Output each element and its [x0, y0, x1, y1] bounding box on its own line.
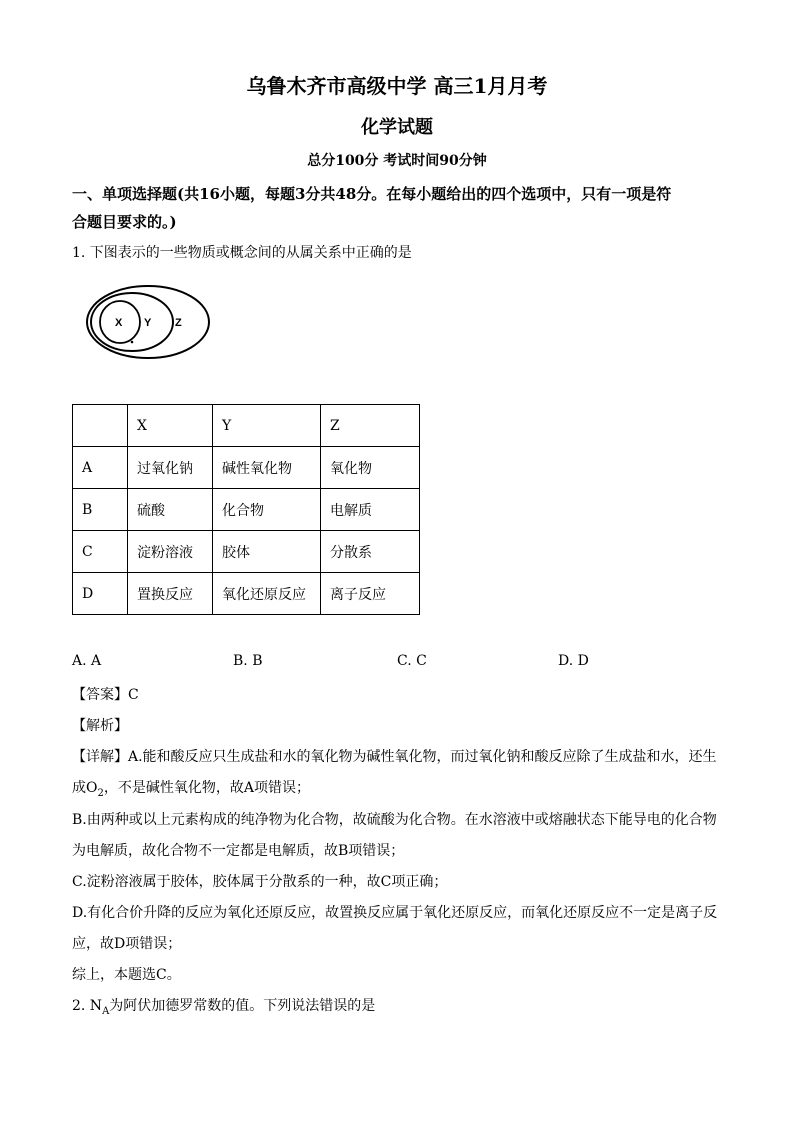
- subscript: A: [102, 1005, 110, 1017]
- section-heading-line2: 合题目要求的。): [72, 213, 177, 231]
- table-cell: 硫酸: [128, 489, 213, 531]
- detail-a-line2: [72, 773, 732, 809]
- detail-c: C.淀粉溶液属于胶体，胶体属于分散系的一种，故C项正确；: [72, 874, 448, 890]
- exam-info: 总分100分 考试时间90分钟: [307, 153, 487, 169]
- table-cell: 淀粉溶液: [128, 531, 213, 573]
- option-c: C. C: [397, 653, 427, 669]
- q2-stem-pre: 2. N: [72, 998, 103, 1014]
- label-z: Z: [175, 317, 182, 329]
- detail-a-text-post: ，不是碱性氧化物，故A项错误；: [103, 780, 310, 796]
- table-cell: C: [73, 531, 128, 573]
- options-table: [72, 404, 420, 615]
- table-cell: 分散系: [321, 531, 420, 573]
- detail-a-line1: 【详解】A.能和酸反应只生成盐和水的氧化物为碱性氧化物，而过氧化钠和酸反应除了生成盐和水，还生: [72, 749, 717, 765]
- table-cell: 化合物: [213, 489, 321, 531]
- table-cell: X: [128, 405, 213, 447]
- section-heading-line1: 一、单项选择题(共16小题，每题3分共48分。在每小题给出的四个选项中，只有一项是符: [72, 185, 672, 203]
- table-cell: A: [73, 447, 128, 489]
- table-row: [73, 531, 420, 573]
- exam-title: 乌鲁木齐市高级中学 高三1月月考: [246, 74, 548, 98]
- answer-label: 【答案】: [72, 687, 128, 703]
- answer-line: [72, 680, 732, 710]
- label-x: X: [115, 317, 123, 329]
- subscript: 2: [97, 787, 104, 799]
- summary: 综上，本题选C。: [72, 967, 181, 983]
- detail-a-text: 成O: [72, 780, 98, 796]
- table-cell: 氧化还原反应: [213, 573, 321, 615]
- table-cell: D: [73, 573, 128, 615]
- option-a: A. A: [72, 653, 102, 669]
- question-2-stem: [72, 991, 732, 1027]
- table-row: [73, 489, 420, 531]
- nested-sets-diagram: [84, 282, 212, 362]
- table-cell: 碱性氧化物: [213, 447, 321, 489]
- table-cell: 氧化物: [321, 447, 420, 489]
- exam-subject: 化学试题: [361, 117, 433, 138]
- table-cell: 电解质: [321, 489, 420, 531]
- table-cell: 置换反应: [128, 573, 213, 615]
- answer-value: C: [128, 687, 139, 703]
- detail-d-line1: D.有化合价升降的反应为氧化还原反应，故置换反应属于氧化还原反应，而氧化还原反应不一定是离子反: [72, 905, 718, 921]
- table-cell: [73, 405, 128, 447]
- table-cell: 胶体: [213, 531, 321, 573]
- table-row: [73, 447, 420, 489]
- label-y: Y: [144, 317, 152, 329]
- detail-d-line2: 应，故D项错误；: [72, 936, 182, 952]
- table-cell: 过氧化钠: [128, 447, 213, 489]
- table-header-row: [73, 405, 420, 447]
- table-cell: Z: [321, 405, 420, 447]
- option-d: D. D: [558, 653, 589, 669]
- question-1-stem: 1. 下图表示的一些物质或概念间的从属关系中正确的是: [72, 245, 412, 261]
- table-cell: 离子反应: [321, 573, 420, 615]
- table-cell: Y: [213, 405, 321, 447]
- table-cell: B: [73, 489, 128, 531]
- q2-stem-post: 为阿伏加德罗常数的值。下列说法错误的是: [109, 998, 376, 1014]
- option-b: B. B: [233, 653, 263, 669]
- analysis-label: 【解析】: [72, 718, 128, 734]
- detail-b-line1: B.由两种或以上元素构成的纯净物为化合物，故硫酸为化合物。在水溶液中或熔融状态下能导电的化合物: [72, 812, 717, 828]
- detail-b-line2: 为电解质，故化合物不一定都是电解质，故B项错误；: [72, 843, 405, 859]
- table-row: [73, 573, 420, 615]
